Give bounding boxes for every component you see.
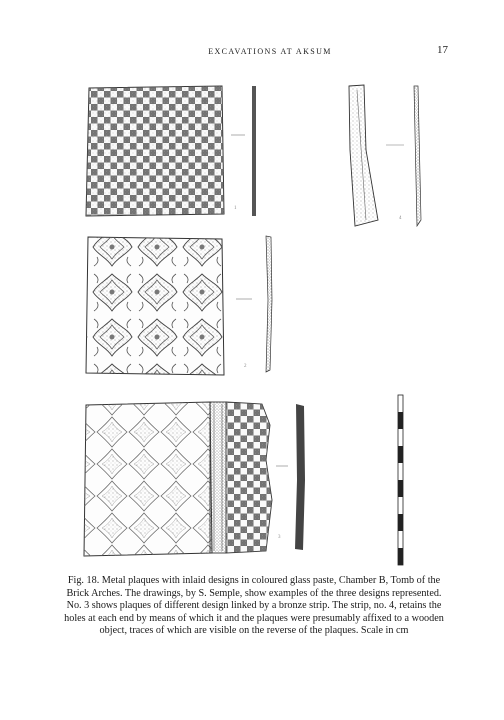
running-head: EXCAVATIONS AT AKSUM	[208, 47, 332, 56]
item-label-2: 2	[244, 364, 247, 369]
figure-caption	[62, 575, 446, 638]
page-number: 17	[437, 44, 448, 56]
plaque-1-drawing	[86, 86, 224, 216]
item-label-1: 1	[234, 206, 237, 211]
item-label-3: 3	[278, 535, 281, 540]
strip-4-drawing	[349, 85, 421, 226]
plaque-2-section	[266, 236, 272, 372]
plaque-2-drawing	[86, 237, 224, 375]
item-label-4: 4	[399, 216, 402, 221]
plaque-1-section	[252, 86, 256, 216]
plaque-3-section	[295, 404, 305, 550]
caption-text: Fig. 18. Metal plaques with inlaid designs in coloured glass paste, Chamber B, Tomb of the Brick Arches. The drawings, by S. Semple, show examples of the three designs represented. No. 3 shows plaques of different design linked by a bronze strip. The strip, no. 4, retains the holes at each end by means of which it and the plaques were presumably affixed to a wooden object, traces of which are visible on the reverse of the plaques. Scale in cm	[64, 575, 444, 636]
plaque-3-drawing	[84, 402, 272, 556]
scale-bar	[398, 395, 403, 565]
